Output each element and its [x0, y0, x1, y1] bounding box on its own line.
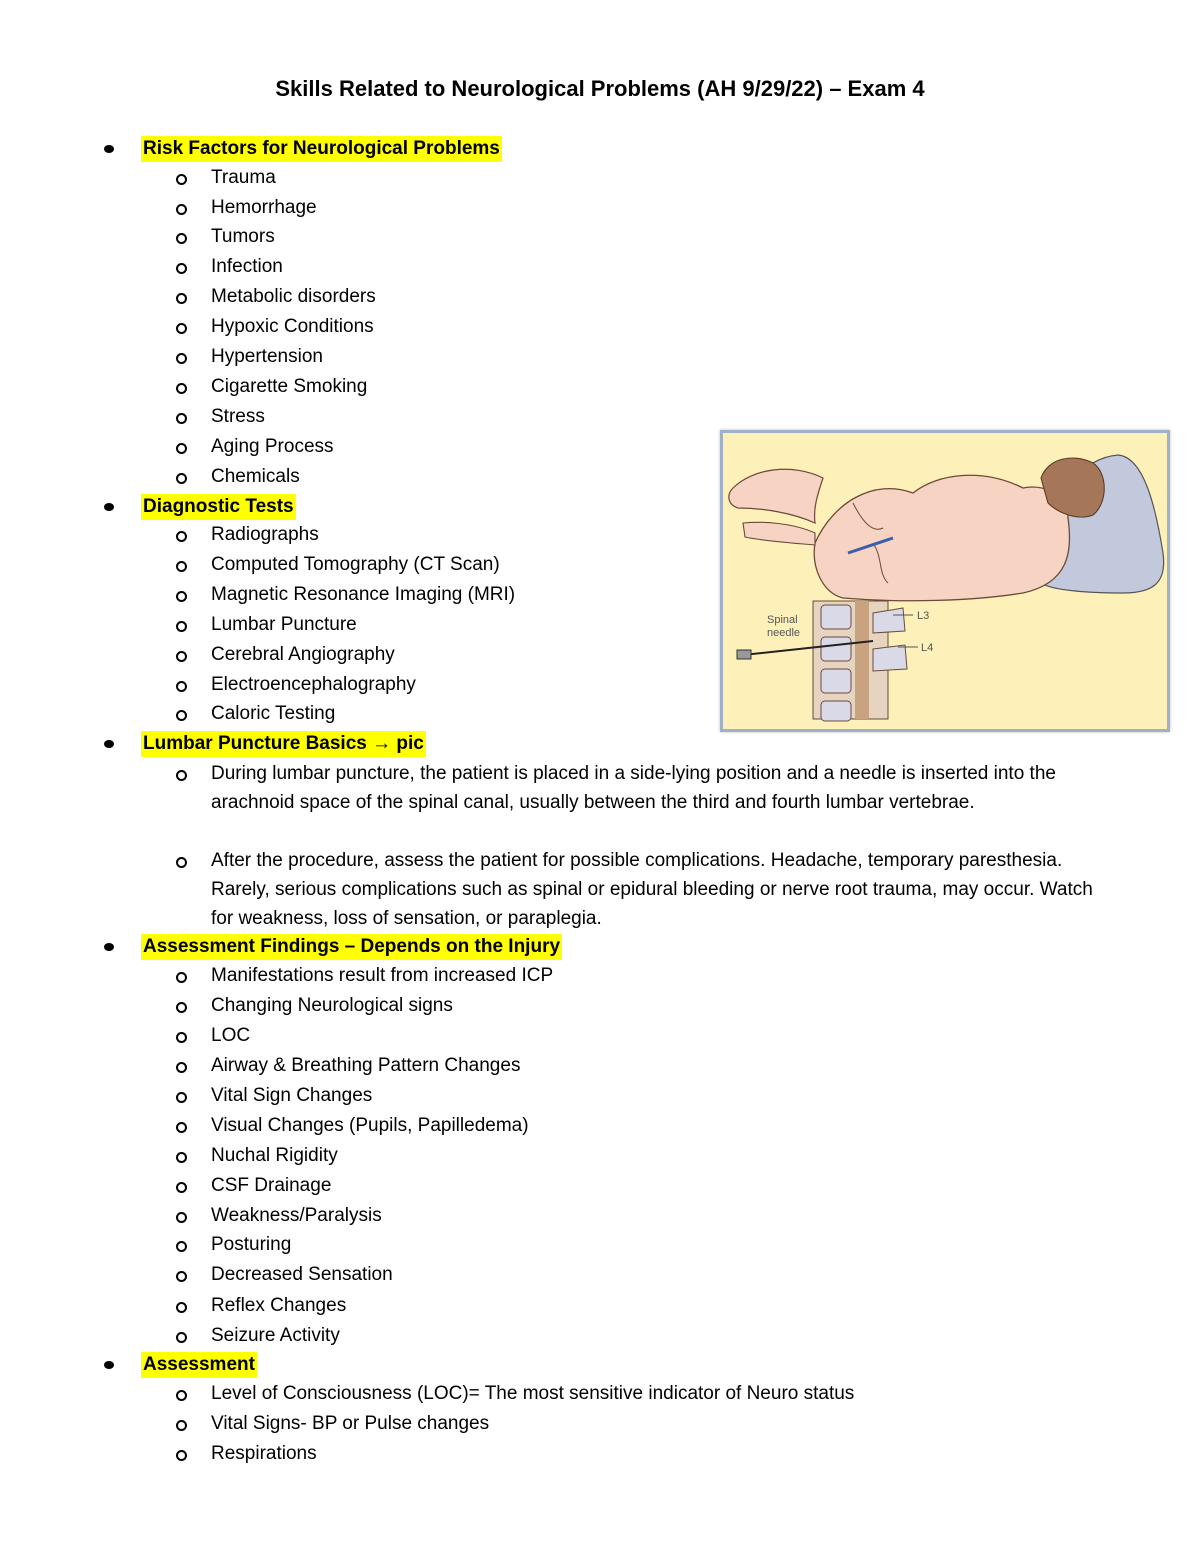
vertebra-shape	[821, 701, 851, 721]
circle-bullet-icon	[176, 1212, 187, 1223]
circle-bullet-icon	[176, 1241, 187, 1252]
vertebra-shape	[821, 669, 851, 693]
spinous-process-shape	[873, 645, 907, 671]
bullet-icon	[104, 503, 114, 511]
circle-bullet-icon	[176, 174, 187, 185]
circle-bullet-icon	[176, 1390, 187, 1401]
circle-bullet-icon	[176, 1182, 187, 1193]
circle-bullet-icon	[176, 972, 187, 983]
circle-bullet-icon	[176, 591, 187, 602]
bullet-icon	[104, 740, 114, 748]
circle-bullet-icon	[176, 681, 187, 692]
circle-bullet-icon	[176, 233, 187, 244]
highlighted-heading: Diagnostic Tests	[141, 494, 296, 520]
patient-legs-shape	[729, 469, 823, 523]
bullet-icon	[104, 943, 114, 951]
vertebra-shape	[821, 605, 851, 629]
circle-bullet-icon	[176, 651, 187, 662]
lumbar-puncture-illustration	[720, 430, 1170, 732]
circle-bullet-icon	[176, 263, 187, 274]
circle-bullet-icon	[176, 770, 187, 781]
lumbar-puncture-drawing	[723, 433, 1167, 729]
vertebra-shape	[821, 637, 851, 661]
circle-bullet-icon	[176, 293, 187, 304]
circle-bullet-icon	[176, 1271, 187, 1282]
figure-label-l3: L3	[917, 610, 930, 622]
circle-bullet-icon	[176, 561, 187, 572]
figure-label-needle: needle	[767, 627, 801, 639]
circle-bullet-icon	[176, 323, 187, 334]
circle-bullet-icon	[176, 1032, 187, 1043]
highlighted-heading: Risk Factors for Neurological Problems	[141, 136, 502, 162]
figure-label-l4: L4	[921, 642, 934, 654]
circle-bullet-icon	[176, 710, 187, 721]
document-page: Skills Related to Neurological Problems (AH 9/29/22) – Exam 4 Risk Factors for Neurological Problems Trauma Hemorrhage Tumors Infection Metabolic disorders Hypoxic Conditions Hypertension Cigarette Smoking Stress Aging Process Chemicals Diagnostic Tests Radiographs Computed Tomography (CT Scan) Magnetic Resonance Imaging (MRI) Lumbar Puncture Cerebral Angiography Electroencephalography Caloric Testing Lumbar Puncture Basics → pic During lumbar puncture, the patient is placed in a side-lying position and a needle is inserted into the arachnoid space of the spinal canal, usually between the third and fourth lumbar vertebrae. After the procedure, assess the patient for possible complications. Headache, temporary paresthesia. Rarely, serious complications such as spinal or epidural bleeding or nerve root trauma, may occur. Watch for weakness, loss of sensation, or paraplegia. Assessment Findings – Depends on the Injury Manifestations result from increased ICP Changing Neurological signs LOC Airway & Breathing Pattern Changes Vital Sign Changes Visual Changes (Pupils, Papilledema) Nuchal Rigidity CSF Drainage Weakness/Paralysis Posturing Decreased Sensation Reflex Changes Seizure Activity Assessment Level of Consciousness (LOC)= The most sensitive indicator of Neuro status Vital Signs- BP or Pulse changes Respirations Spinal needle L3 L4	[0, 0, 1200, 1553]
circle-bullet-icon	[176, 621, 187, 632]
patient-body-shape	[814, 475, 1069, 600]
circle-bullet-icon	[176, 383, 187, 394]
circle-bullet-icon	[176, 1420, 187, 1431]
figure-label-spinal: Spinal	[767, 614, 798, 626]
circle-bullet-icon	[176, 1062, 187, 1073]
bullet-icon	[104, 145, 114, 153]
highlighted-heading: Assessment	[141, 1352, 257, 1378]
circle-bullet-icon	[176, 473, 187, 484]
circle-bullet-icon	[176, 1122, 187, 1133]
bullet-icon	[104, 1361, 114, 1369]
circle-bullet-icon	[176, 1002, 187, 1013]
circle-bullet-icon	[176, 1450, 187, 1461]
highlighted-heading: Assessment Findings – Depends on the Injury	[141, 934, 562, 960]
circle-bullet-icon	[176, 443, 187, 454]
highlighted-heading: Lumbar Puncture Basics → pic	[141, 731, 426, 757]
circle-bullet-icon	[176, 204, 187, 215]
spinal-canal-shape	[855, 601, 869, 719]
circle-bullet-icon	[176, 857, 187, 868]
page-title: Skills Related to Neurological Problems (AH 9/29/22) – Exam 4	[275, 76, 925, 101]
circle-bullet-icon	[176, 1152, 187, 1163]
circle-bullet-icon	[176, 1092, 187, 1103]
spinous-process-shape	[873, 608, 905, 633]
circle-bullet-icon	[176, 531, 187, 542]
needle-hub-shape	[737, 650, 751, 659]
circle-bullet-icon	[176, 353, 187, 364]
circle-bullet-icon	[176, 1302, 187, 1313]
circle-bullet-icon	[176, 1332, 187, 1343]
circle-bullet-icon	[176, 413, 187, 424]
patient-foot-shape	[743, 522, 815, 545]
